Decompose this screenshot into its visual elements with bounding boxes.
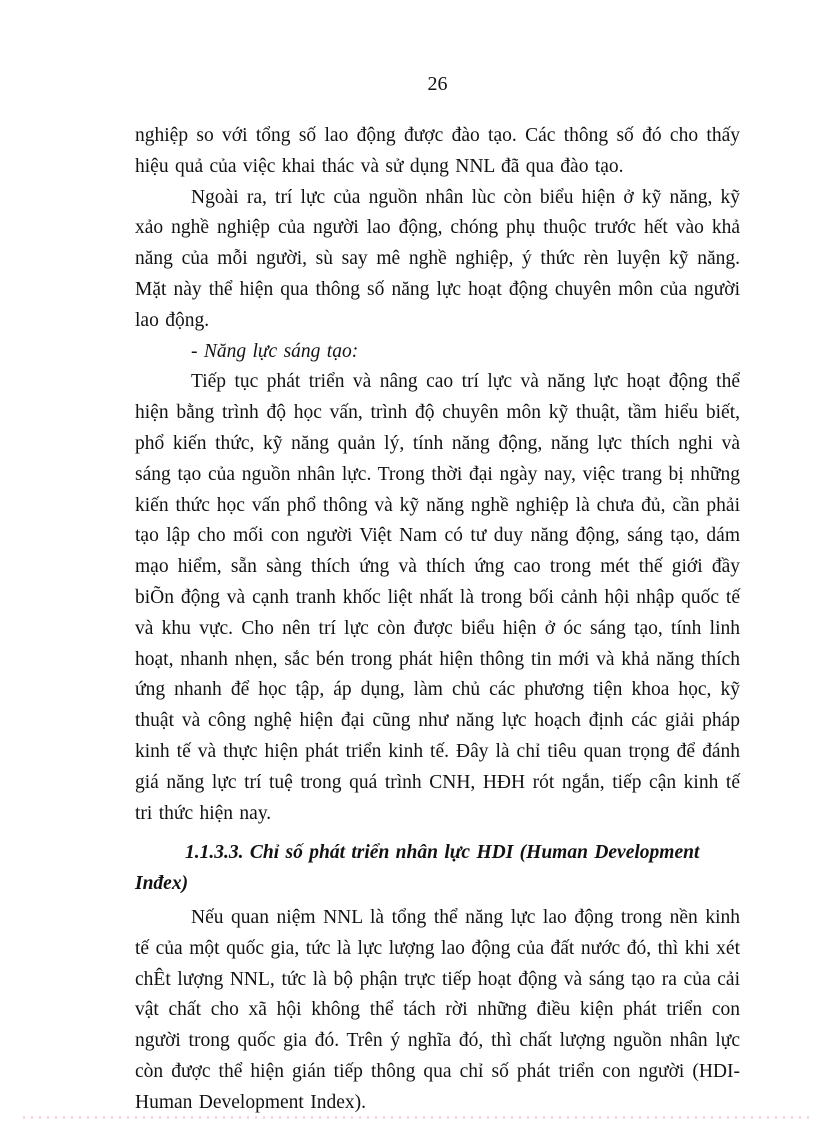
paragraph-training-ratio: nghiệp so với tổng số lao động được đào tạo. Các thông số đó cho thấy hiệu quả của việc khai thác và sử dụng NNL đã qua đào tạo. xyxy=(135,125,740,177)
list-item-nang-luc-sang-tao: - Năng lực sáng tạo: xyxy=(191,340,359,362)
page-body xyxy=(135,121,740,1119)
paragraph-tiep-tuc-phat-trien: Tiếp tục phát triển và nâng cao trí lực và năng lực hoạt động thể hiện bằng trình độ học vấn, trình độ chuyên môn kỹ thuật, tầm hiểu biết, phổ kiến thức, kỹ năng quản lý, tính năng động, năng lực thích nghi và sáng tạo của nguồn nhân lực. Trong thời đại ngày nay, việc trang bị những kiến thức học vấn phổ thông và kỹ năng nghề nghiệp là chưa đủ, cần phải tạo lập cho mối con người Việt Nam có tư duy năng động, sáng tạo, dám mạo hiểm, sẵn sàng thích ứng và thích ứng cao trong mét thế giới đầy biÕn động và cạnh tranh khốc liệt nhất là trong bối cảnh hội nhập quốc tế và khu vực. Cho nên trí lực còn được biểu hiện ở óc sáng tạo, tính linh hoạt, nhanh nhẹn, sắc bén trong phát hiện thông tin mới và khả năng thích ứng nhanh để học tập, áp dụng, làm chủ các phương tiện khoa học, kỹ thuật và công nghệ hiện đại cũng như năng lực hoạch định các giải pháp kinh tế và thực hiện phát triển kinh tế. Đây là chỉ tiêu quan trọng để đánh giá năng lực trí tuệ trong quá trình CNH, HĐH rót ngắn, tiếp cận kinh tế tri thức hiện nay. xyxy=(135,371,740,824)
page-number: 26 xyxy=(427,73,448,95)
footer-dotted-line xyxy=(23,1116,814,1119)
paragraph-tri-luc-skills: Ngoài ra, trí lực của nguồn nhân lùc còn biểu hiện ở kỹ năng, kỹ xảo nghề nghiệp của người lao động, chóng phụ thuộc trước hết vào khả năng của mỗi người, sù say mê nghề nghiệp, ý thức rèn luyện kỹ năng. Mặt này thể hiện qua thông số năng lực hoạt động chuyên môn của người lao động. xyxy=(135,186,740,331)
paragraph-neu-quan-niem-nnl: Nếu quan niệm NNL là tổng thể năng lực lao động trong nền kinh tế của một quốc gia, tức là lực lượng lao động của đất nước đó, thì khi xét chÊt lượng NNL, tức là bộ phận trực tiếp hoạt động và sáng tạo ra của cải vật chất cho xã hội không thể tách rời những điều kiện phát triển con người trong quốc gia đó. Trên ý nghĩa đó, thì chất lượng nguồn nhân lực còn được thể hiện gián tiếp thông qua chỉ số phát triển con người (HDI- Human Development Index). xyxy=(135,906,740,1113)
heading-1-1-3-3-hdi: 1.1.3.3. Chỉ số phát triển nhân lực HDI (Human Development Inđex) xyxy=(135,842,700,895)
